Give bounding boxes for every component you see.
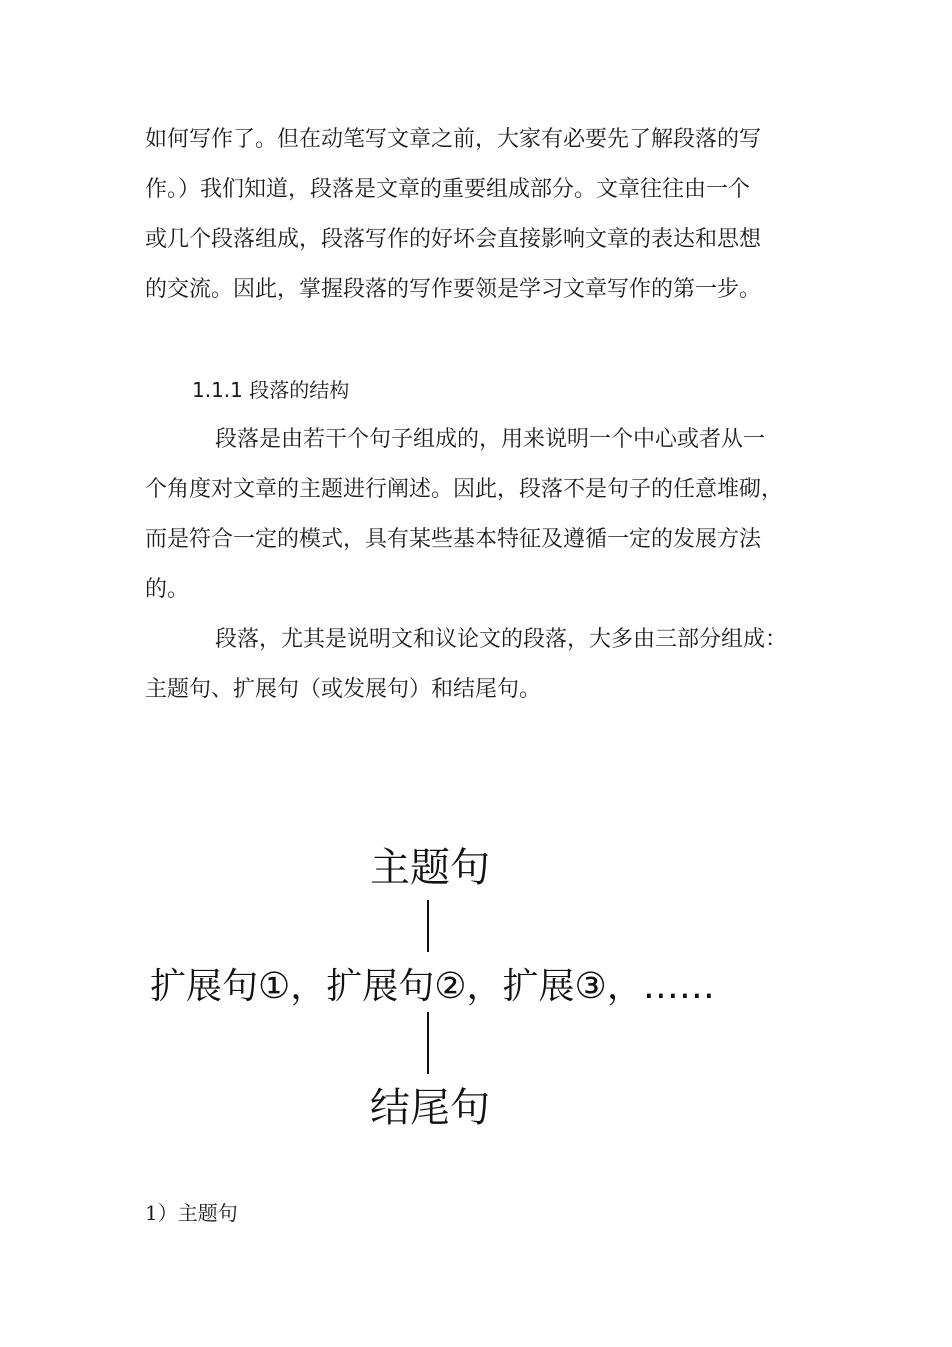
diagram-concluding-sentence: 结尾句 (370, 1085, 490, 1131)
diagram-connector-bottom (427, 1012, 429, 1074)
subheading-topic-sentence: 1）主题句 (145, 1201, 238, 1225)
paragraph-1-line-1: 如何写作了。但在动笔写文章之前，大家有必要先了解段落的写 (145, 127, 762, 152)
paragraph-1-line-3: 或几个段落组成，段落写作的好坏会直接影响文章的表达和思想 (145, 227, 762, 252)
paragraph-2-line-4: 的。 (145, 577, 190, 602)
paragraph-2-line-2: 个角度对文章的主题进行阐述。因此，段落不是句子的任意堆砌， (145, 477, 784, 502)
diagram-topic-sentence: 主题句 (370, 845, 490, 891)
section-heading: 1.1.1 段落的结构 (192, 378, 350, 402)
paragraph-1-line-4: 的交流。因此，掌握段落的写作要领是学习文章写作的第一步。 (145, 277, 762, 302)
paragraph-2-line-3: 而是符合一定的模式，具有某些基本特征及遵循一定的发展方法 (145, 527, 762, 552)
diagram-expansion-sentences: 扩展句①，扩展句②，扩展③，…… (150, 966, 715, 1007)
paragraph-1-line-2: 作。）我们知道，段落是文章的重要组成部分。文章往往由一个 (145, 177, 751, 202)
paragraph-2-line-1: 段落是由若干个句子组成的，用来说明一个中心或者从一 (215, 427, 766, 452)
paragraph-3-line-1: 段落，尤其是说明文和议论文的段落，大多由三部分组成： (215, 627, 788, 652)
paragraph-3-line-2: 主题句、扩展句（或发展句）和结尾句。 (145, 677, 542, 702)
diagram-connector-top (427, 900, 429, 952)
